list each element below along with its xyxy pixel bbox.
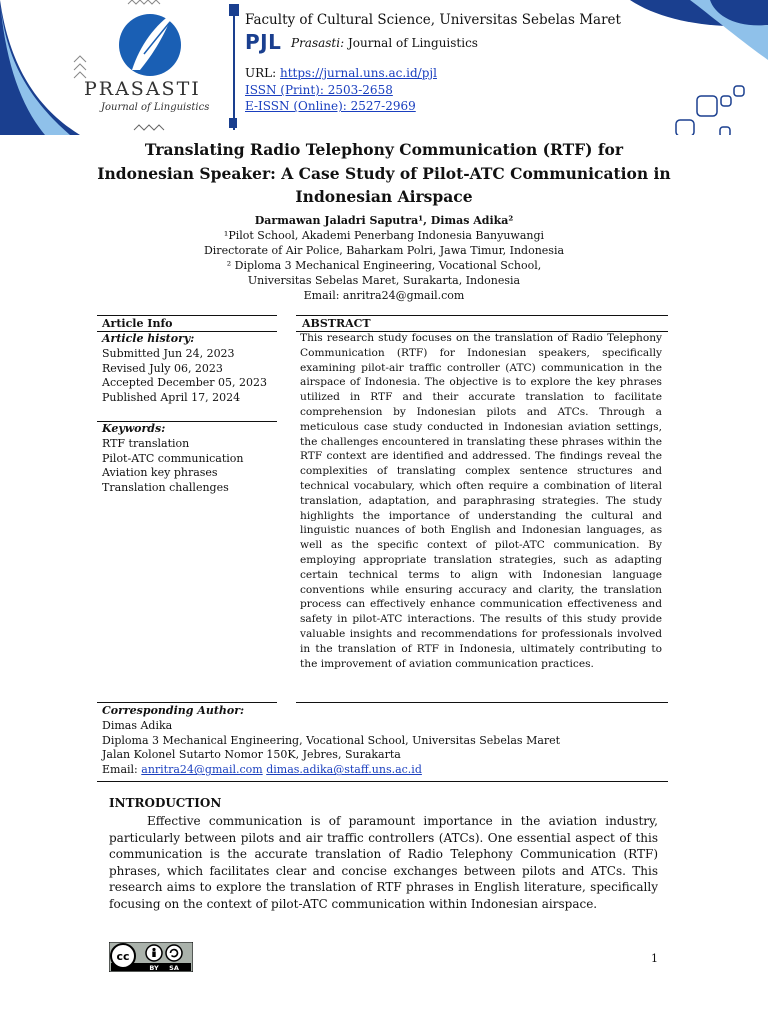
page-number: 1	[651, 952, 658, 965]
keywords-label: Keywords:	[102, 422, 166, 435]
journal-name-rest: Journal of Linguistics	[344, 36, 478, 50]
prasasti-logo	[70, 0, 220, 135]
header-right-swoosh	[600, 0, 768, 135]
abstract-text: This research study focuses on the translation of Radio Telephony Communication (RTF) for Indonesian speakers, specifically examining pilot-air traffic controller (ATC) communication in the airspace of Indonesia. The objective is to explore the key phrases utilized in RTF and their accurate translation to facilitate comprehension by Indonesian pilots and ATCs. Through a meticulous case study conducted in Indonesian aviation settings, the challenges encountered in translating these phrases within the RTF context are identified and addressed. The findings reveal the complexities of translating complex sentence structures and technical vocabulary, which often require a combination of literal translation, adaptation, and paraphrasing strategies. The study highlights the importance of understanding the cultural and linguistic nuances of both English and Indonesian languages, as well as the specific context of pilot-ATC communication. By employing appropriate translation strategies, such as adapting certain technical terms to align with Indonesian language conventions while ensuring accuracy and clarity, the translation process can effectively enhance communication effectiveness and safety in pilot-ATC interactions. The results of this study provide valuable insights and recommendations for professionals involved in the translation of RTF in Indonesia, ultimately contributing to the improvement of aviation communication practices.	[300, 332, 662, 670]
abstract-heading: ABSTRACT	[302, 317, 371, 330]
history-item: Published April 17, 2024	[102, 391, 241, 405]
corresponding-dept: Diploma 3 Mechanical Engineering, Vocational School, Universitas Sebelas Maret	[102, 733, 561, 747]
corresponding-address: Jalan Kolonel Sutarto Nomor 150K, Jebres, Surakarta	[102, 748, 401, 762]
title-line: Indonesian Airspace	[295, 187, 473, 206]
corresponding-email-row	[102, 763, 560, 778]
pjl-abbrev: PJL	[245, 30, 282, 54]
rule	[97, 315, 277, 316]
issn-online-link[interactable]: E-ISSN (Online): 2527-2969	[245, 99, 416, 113]
affiliations	[60, 228, 708, 303]
rule	[296, 315, 668, 316]
cc-sa-label: SA	[169, 964, 179, 972]
corresponding-label: Corresponding Author:	[102, 704, 245, 717]
history-item: Revised July 06, 2023	[102, 361, 223, 375]
logo-subtitle: Journal of Linguistics	[101, 102, 210, 113]
history-item: Submitted Jun 24, 2023	[102, 346, 235, 360]
affiliation-line: ² Diploma 3 Mechanical Engineering, Vocational School,	[226, 259, 542, 272]
url-row	[245, 66, 437, 80]
affiliation-line: Directorate of Air Police, Baharkam Polri, Jawa Timur, Indonesia	[203, 244, 565, 257]
title-line: Indonesian Speaker: A Case Study of Pilot-ATC Communication in	[97, 163, 671, 183]
bookmark-icon	[229, 4, 239, 16]
header-divider	[233, 12, 235, 130]
cc-license-badge[interactable]	[109, 942, 193, 972]
article-history	[102, 332, 267, 406]
corresponding-author	[102, 704, 560, 778]
introduction-heading: INTRODUCTION	[109, 796, 222, 810]
rule	[296, 702, 668, 703]
issn-print-link[interactable]: ISSN (Print): 2503-2658	[245, 83, 393, 97]
rule	[97, 702, 277, 703]
history-item: Accepted December 05, 2023	[102, 376, 268, 390]
cc-by-label: BY	[149, 964, 159, 972]
title-line: Translating Radio Telephony Communication (RTF) for	[144, 140, 624, 159]
logo-wordmark: PRASASTI	[84, 78, 201, 100]
journal-name-italic: Prasasti:	[291, 36, 345, 50]
url-label: URL:	[245, 66, 280, 80]
email-link-1[interactable]: anritra24@gmail.com	[141, 763, 263, 777]
affiliation-line: Universitas Sebelas Maret, Surakarta, Indonesia	[247, 274, 521, 287]
email-label: Email:	[102, 763, 142, 777]
keyword-item: Aviation key phrases	[102, 466, 218, 480]
affiliation-email: Email: anritra24@gmail.com	[303, 289, 465, 302]
faculty-name: Faculty of Cultural Science, Universitas Sebelas Maret	[245, 12, 621, 28]
journal-name	[291, 36, 478, 50]
bookmark-icon-bottom	[229, 118, 237, 128]
article-info-heading: Article Info	[102, 317, 173, 330]
keyword-item: RTF translation	[102, 436, 190, 450]
rule	[97, 781, 668, 782]
authors: Darmawan Jaladri Saputra¹, Dimas Adika²	[254, 214, 514, 227]
email-link-2[interactable]: dimas.adika@staff.uns.ac.id	[266, 763, 422, 777]
introduction-text: Effective communication is of paramount importance in the aviation industry, particularly between pilots and air traffic controllers (ATCs). One essential aspect of this communication is the accurate translation of Radio Telephony Communication (RTF) phrases, which facilitates clear and concise exchanges between pilots and ATCs. This research aims to explore the translation of RTF phrases in English literature, specifically focusing on the context of pilot-ATC communication within Indonesian airspace.	[109, 814, 658, 911]
corresponding-name: Dimas Adika	[102, 718, 173, 732]
keyword-item: Translation challenges	[102, 481, 229, 495]
keyword-item: Pilot-ATC communication	[102, 451, 244, 465]
paper-title	[60, 138, 708, 209]
svg-text:cc: cc	[116, 950, 130, 963]
affiliation-line: ¹Pilot School, Akademi Penerbang Indonesia Banyuwangi	[223, 229, 545, 242]
keywords	[102, 422, 244, 496]
history-label: Article history:	[102, 332, 195, 345]
journal-url-link[interactable]: https://jurnal.uns.ac.id/pjl	[279, 66, 437, 80]
